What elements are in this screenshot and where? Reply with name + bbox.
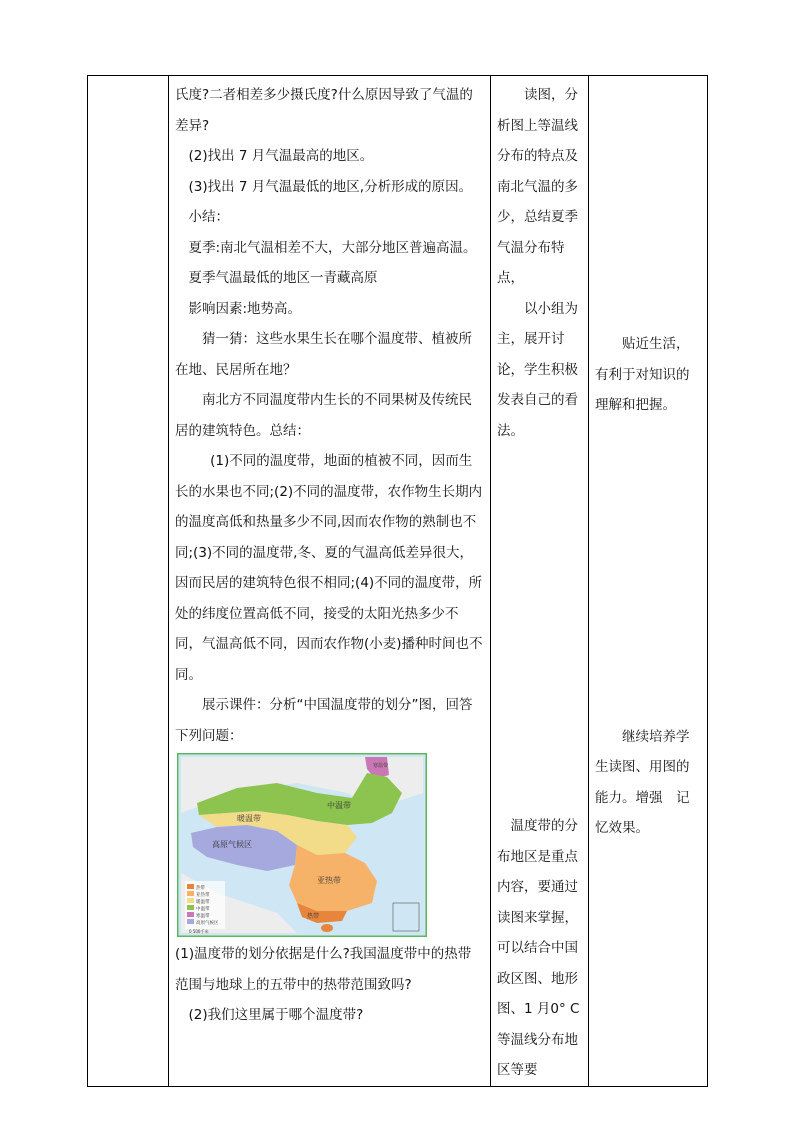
label-mid: 中温带 [327, 801, 351, 810]
legend-6: 高原气候区 [196, 921, 219, 926]
para-show-courseware: 展示课件：分析“中国温度带的划分”图，回答下列问题： [175, 697, 473, 744]
para-summer-summary: 夏季:南北气温相差不大，大部分地区普遍高温。 [188, 239, 477, 256]
legend-4: 中温带 [196, 907, 210, 912]
para-summary-label: 小结： [188, 209, 229, 225]
para-factor: 影响因素:地势高。 [188, 300, 302, 317]
temperature-zone-map [177, 753, 427, 937]
para-question-local-zone: (2)我们这里属于哪个温度带? [188, 1007, 364, 1023]
design-intent-cell [589, 76, 708, 1087]
activity-group-discussion: 以小组为主，展开讨论，学生积极发表自己的看法。 [497, 300, 578, 439]
para-question-zone-basis: (1)温度带的划分依据是什么?我国温度带中的热带范围与地球上的五带中的热带范围致吗? [175, 946, 472, 993]
legend-5: 寒温带 [196, 914, 210, 919]
label-plateau: 高原气候区 [212, 840, 252, 849]
student-activity-cell [491, 76, 589, 1087]
map-scale: 0 500千米 [189, 929, 209, 934]
para-temperature-question: 氏度?二者相差多少摄氏度?什么原因导致了气温的差异? [175, 87, 473, 134]
label-sub: 亚热带 [317, 876, 341, 885]
activity-read-map: 读图，分析图上等温线分布的特点及南北气温的多少，总结夏季气温分布特点， [497, 87, 578, 286]
para-guess: 猜一猜：这些水果生长在哪个温度带、植被所在地、民居所在地？ [175, 331, 472, 378]
legend-3: 暖温带 [196, 900, 210, 905]
para-conclusions: (1)不同的温度带，地面的植被不同，因而生长的水果也不同;(2)不同的温度带，农作物生长期内的温度高低和热量多少不同,因而农作物的熟制也不同;(3)不同的温度带,冬、夏的气温高低差异很大，因而民居的建筑特色很不相同;(4)不同的温度带，所处的纬度位置高低不同，接受的太阳光热多少不同，气温高低不同，因而农作物(小麦)播种时间也不同。 [175, 453, 483, 683]
intent-map-reading: 继续培养学生读图、用图的能力。增强 记忆效果。 [595, 728, 690, 836]
para-question-2: (2)找出 7 月气温最高的地区。 [188, 148, 374, 164]
para-question-3: (3)找出 7 月气温最低的地区,分析形成的原因。 [188, 178, 473, 195]
legend-2: 亚热带 [196, 893, 210, 898]
activity-zone-distribution: 温度带的分布地区是重点内容，要通过读图来掌握，可以结合中国政区图、地形图、1 月0° C等温线分布地区等要 [497, 818, 580, 1078]
zone-tropical-island [321, 924, 333, 932]
map-legend [185, 881, 225, 929]
para-north-south: 南北方不同温度带内生长的不同果树及传统民居的建筑特色。总结： [175, 392, 472, 439]
para-lowest-region: 夏季气温最低的地区一青藏高原 [188, 270, 378, 286]
teaching-content-cell [169, 76, 491, 1087]
label-trop: 热带 [307, 913, 320, 920]
stage-cell [88, 76, 169, 1087]
intent-close-to-life: 贴近生活，有利于对知识的理解和把握。 [595, 336, 690, 413]
label-mid2: 暖温带 [237, 814, 261, 823]
legend-1: 热带 [196, 886, 205, 891]
map-inset [393, 903, 419, 931]
lesson-table [87, 75, 708, 1087]
label-north: 寒温带 [373, 763, 389, 769]
